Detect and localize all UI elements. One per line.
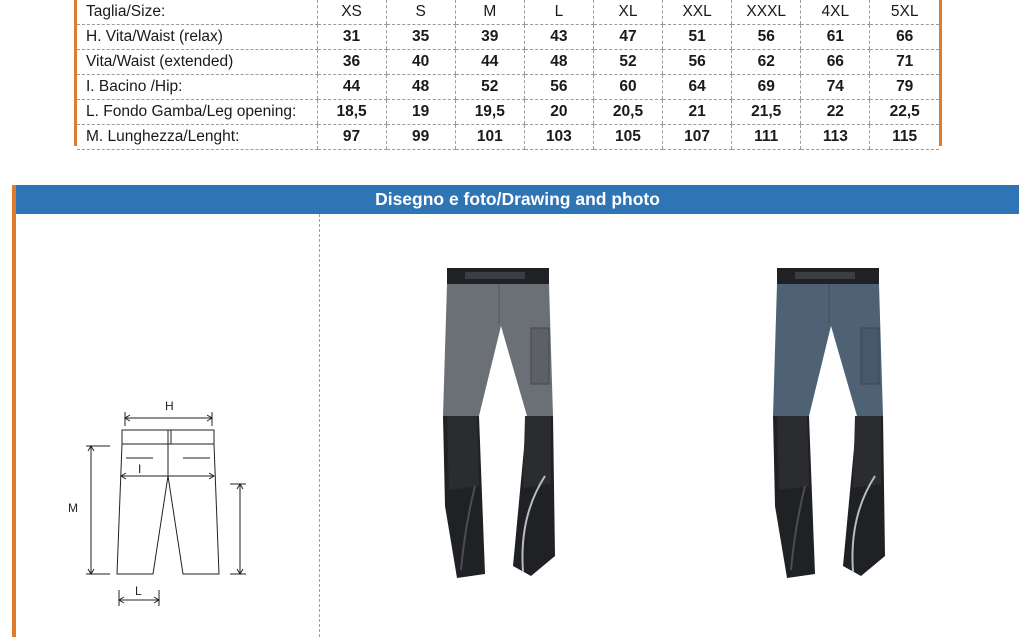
row-label: L. Fondo Gamba/Leg opening: [77,100,317,125]
table-cell: 40 [386,50,455,75]
table-cell: 105 [593,125,662,150]
pants-technical-drawing [16,214,319,637]
dimension-label-h: H [165,399,174,413]
table-cell: 20,5 [593,100,662,125]
size-l: L [524,0,593,25]
size-header-label: Taglia/Size: [77,0,317,25]
table-cell: 21 [663,100,732,125]
size-xxxl: XXXL [732,0,801,25]
table-cell: 101 [455,125,524,150]
table-cell: 103 [524,125,593,150]
table-cell: 21,5 [732,100,801,125]
table-cell: 31 [317,25,386,50]
size-xl: XL [593,0,662,25]
table-cell: 35 [386,25,455,50]
table-cell: 64 [663,75,732,100]
table-cell: 47 [593,25,662,50]
table-cell: 71 [870,50,939,75]
table-cell: 60 [593,75,662,100]
table-row-hip [77,75,939,100]
table-cell: 56 [732,25,801,50]
table-cell: 56 [663,50,732,75]
table-cell: 52 [593,50,662,75]
table-cell: 61 [801,25,870,50]
size-table-container [74,0,942,146]
table-row-leg-opening [77,100,939,125]
technical-drawing-panel [16,214,319,637]
table-cell: 66 [801,50,870,75]
row-label: H. Vita/Waist (relax) [77,25,317,50]
table-cell: 22,5 [870,100,939,125]
section-body [16,214,1019,637]
table-cell: 22 [801,100,870,125]
table-cell: 111 [732,125,801,150]
table-cell: 79 [870,75,939,100]
drawing-photo-section [12,185,1019,637]
table-cell: 44 [317,75,386,100]
table-cell: 115 [870,125,939,150]
row-label: Vita/Waist (extended) [77,50,317,75]
table-cell: 51 [663,25,732,50]
table-cell: 39 [455,25,524,50]
table-cell: 74 [801,75,870,100]
dimension-label-l: L [135,584,142,598]
table-cell: 19,5 [455,100,524,125]
row-label: M. Lunghezza/Lenght: [77,125,317,150]
size-table [77,0,939,150]
size-s: S [386,0,455,25]
table-cell: 69 [732,75,801,100]
size-xxl: XXL [663,0,732,25]
table-cell: 99 [386,125,455,150]
size-4xl: 4XL [801,0,870,25]
table-cell: 20 [524,100,593,125]
product-photo-panel [320,214,1019,637]
table-row-waist-extended [77,50,939,75]
table-cell: 97 [317,125,386,150]
size-xs: XS [317,0,386,25]
table-cell: 43 [524,25,593,50]
table-row-waist-relax [77,25,939,50]
table-cell: 62 [732,50,801,75]
table-cell: 107 [663,125,732,150]
table-cell: 52 [455,75,524,100]
size-5xl: 5XL [870,0,939,25]
product-photo-blue-pants [765,266,895,596]
table-cell: 18,5 [317,100,386,125]
section-title: Disegno e foto/Drawing and photo [16,185,1019,214]
size-m: M [455,0,524,25]
dimension-label-i: I [138,462,142,476]
table-cell: 66 [870,25,939,50]
table-cell: 48 [386,75,455,100]
table-cell: 44 [455,50,524,75]
table-row-length [77,125,939,150]
table-cell: 48 [524,50,593,75]
table-cell: 36 [317,50,386,75]
dimension-label-m: M [68,501,78,515]
row-label: I. Bacino /Hip: [77,75,317,100]
table-cell: 56 [524,75,593,100]
table-cell: 19 [386,100,455,125]
product-photo-grey-pants [435,266,565,596]
table-cell: 113 [801,125,870,150]
size-header-row [77,0,939,25]
